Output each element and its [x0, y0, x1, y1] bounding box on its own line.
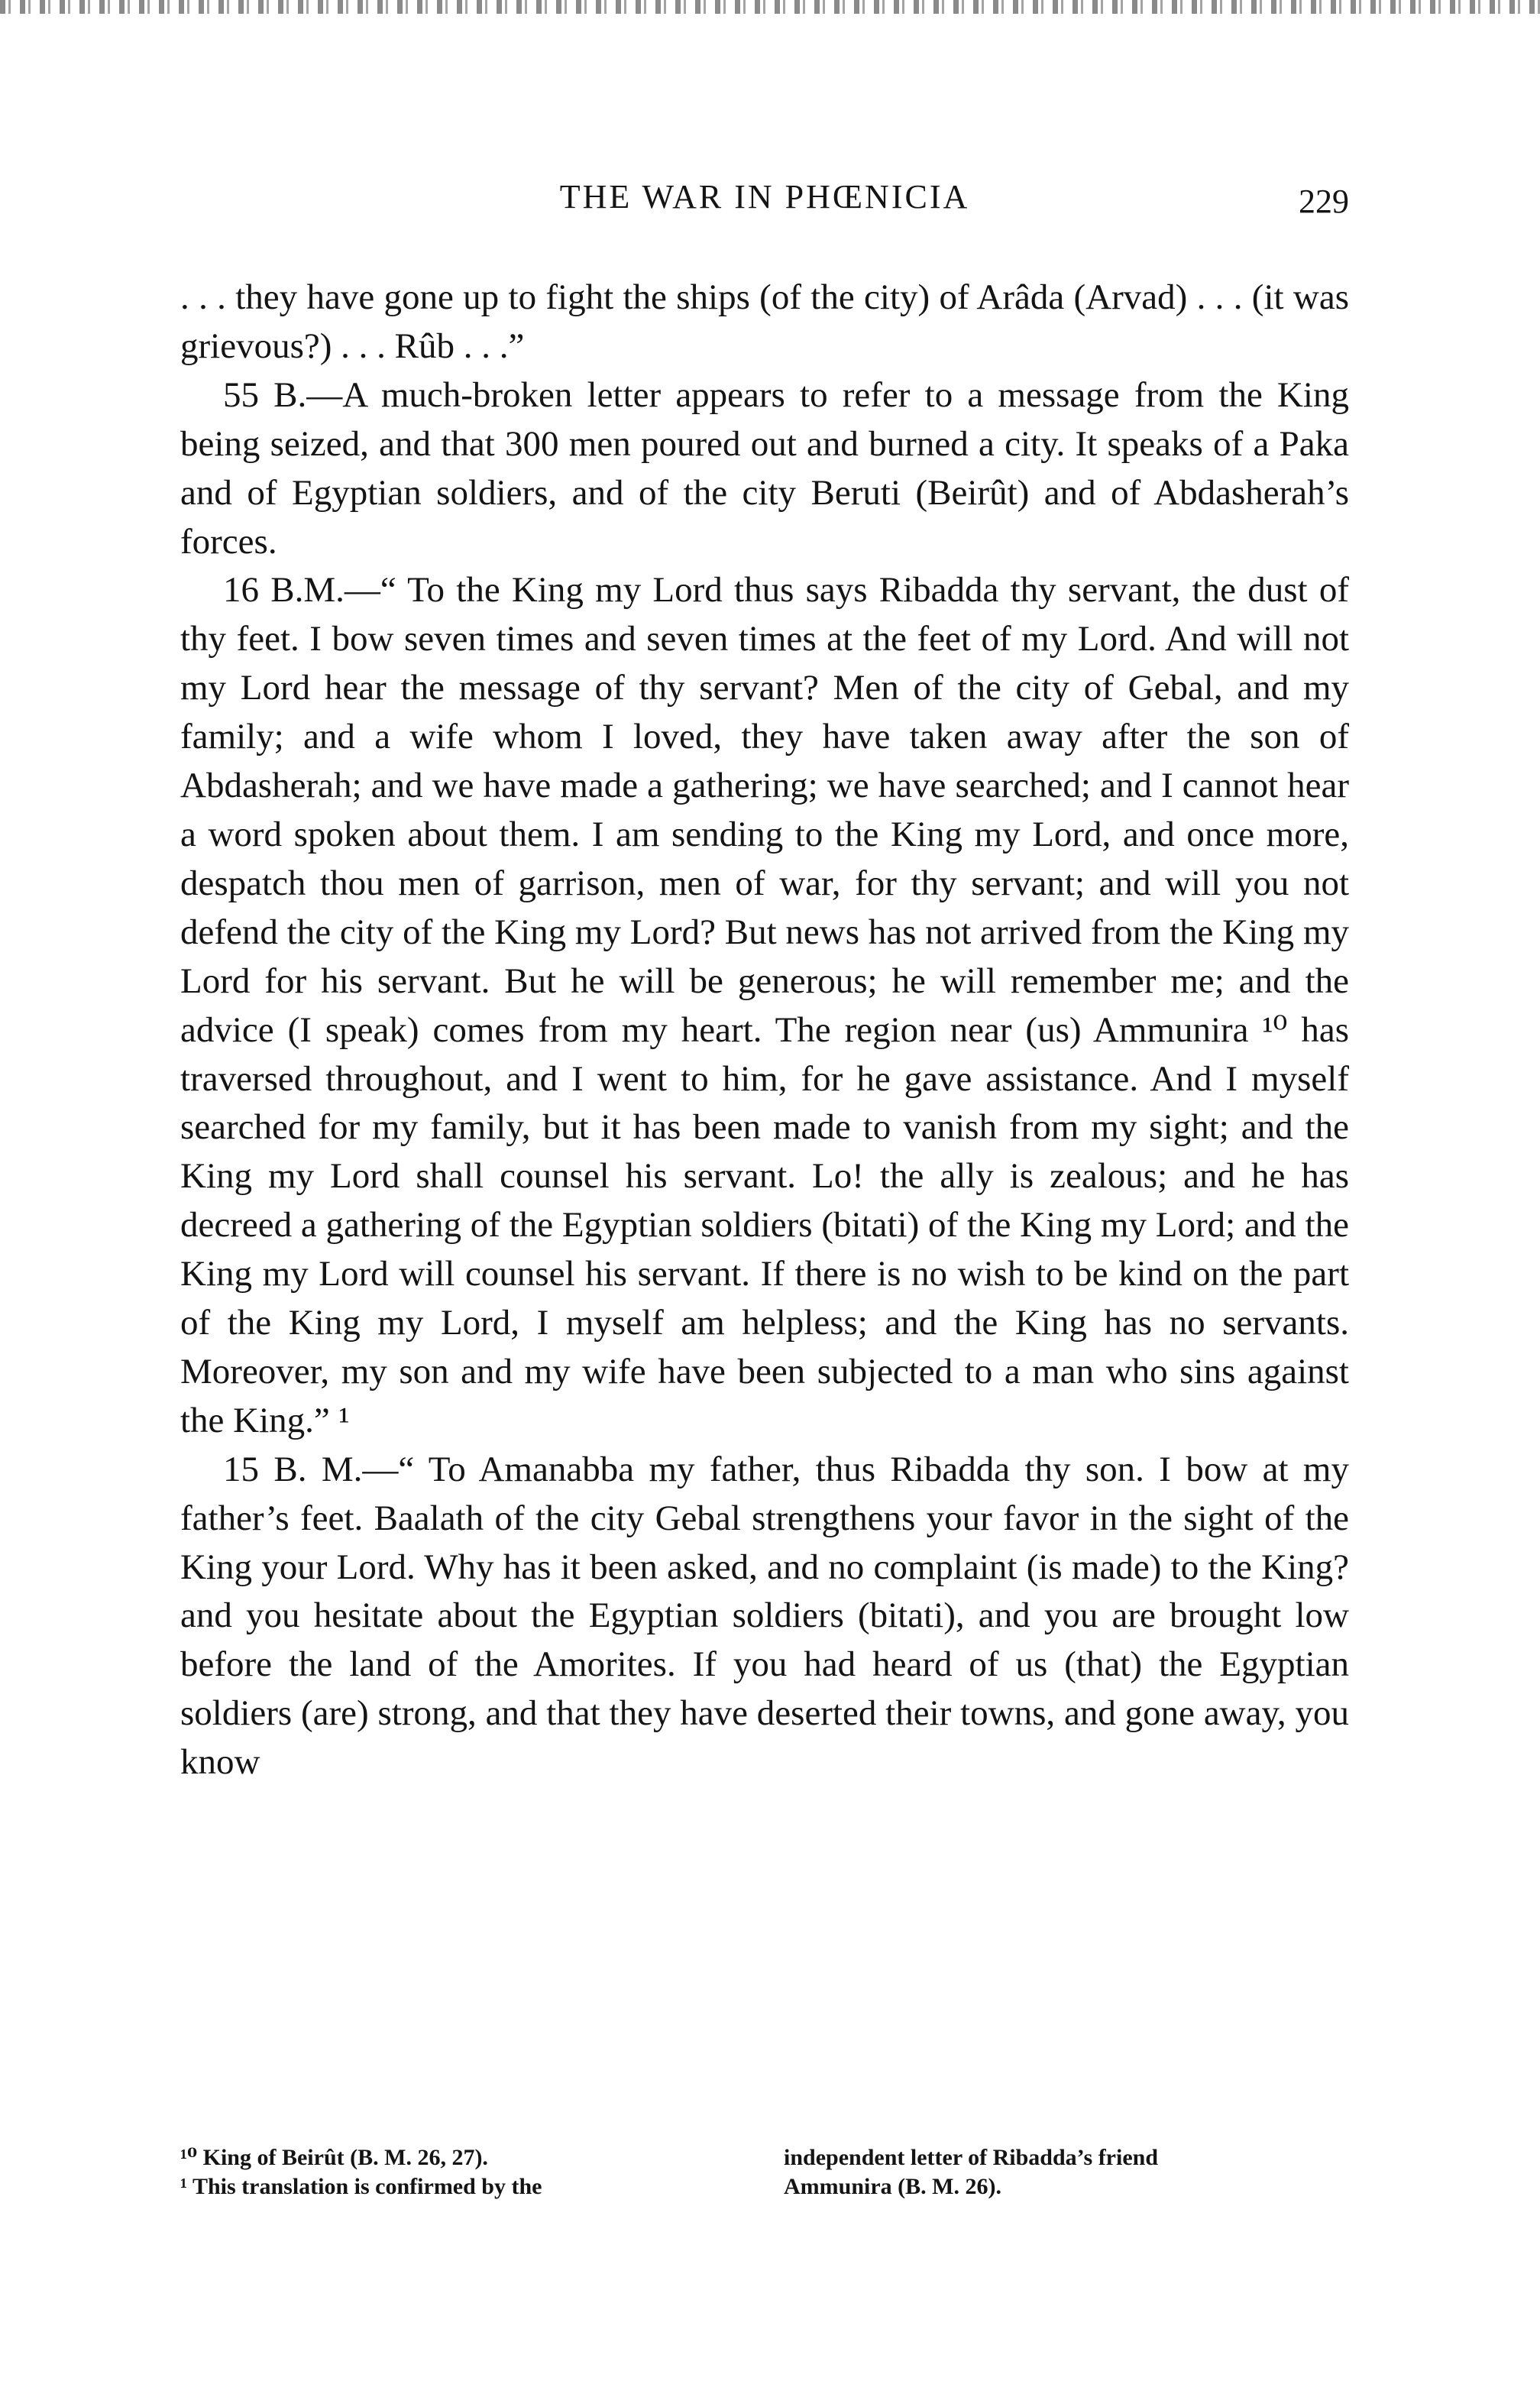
paragraph-16bm: 16 B.M.—“ To the King my Lord thus says Ribadda thy servant, the dust of thy feet. I bow seven times and seven times at the feet of my Lord. And will not my Lord hear the message of thy servant? Men of the city of Gebal, and my family; and a wife whom I loved, they have taken away after the son of Abdasherah; and we have made a gathering; we have searched; and I cannot hear a word spoken about them. I am sending to the King my Lord, and once more, despatch thou men of garrison, men of war, for thy servant; and will you not defend the city of the King my Lord? But news has not arrived from the King my Lord for his servant. But he will be generous; he will remember me; and the advice (I speak) comes from my heart. The region near (us) Ammunira ¹⁰ has traversed throughout, and I went to him, for he gave assistance. And I myself searched for my family, but it has been made to vanish from my sight; and the King my Lord shall counsel his servant. Lo! the ally is zealous; and he has decreed a gathering of the Egyptian soldiers (bitati) of the King my Lord; and the King my Lord will counsel his servant. If there is no wish to be kind on the part of the King my Lord, I myself am helpless; and the King has no servants. Moreover, my son and my wife have been subjected to a man who sins against the King.” ¹	[180, 570, 1349, 1440]
paragraph-continuation: . . . they have gone up to fight the ships (of the city) of Arâda (Arvad) . . . (it was grievous?) . . . Rûb . . .”	[180, 277, 1349, 366]
footnotes	[180, 2143, 1349, 2201]
running-title: THE WAR IN PHŒNICIA	[559, 178, 970, 215]
body-text	[180, 274, 1349, 1787]
footnote-1-start: ¹ This translation is confirmed by the	[180, 2174, 542, 2199]
footnotes-right-column	[784, 2143, 1349, 2201]
page-number: 229	[1299, 183, 1349, 220]
footnotes-left-column	[180, 2143, 730, 2201]
page-header	[180, 177, 1349, 231]
paragraph-55b: 55 B.—A much-broken letter appears to refer to a message from the King being seized, and that 300 men poured out and burned a city. It speaks of a Paka and of Egyptian soldiers, and of the city Beruti (Beirût) and of Abdasherah’s forces.	[180, 374, 1349, 562]
footnote-10: ¹⁰ King of Beirût (B. M. 26, 27).	[180, 2145, 488, 2170]
footnote-1-end: Ammunira (B. M. 26).	[784, 2174, 1001, 2199]
footnote-1-continued: independent letter of Ribadda’s friend	[784, 2145, 1159, 2170]
scan-top-edge	[0, 0, 1540, 14]
paragraph-15bm: 15 B. M.—“ To Amanabba my father, thus Ribadda thy son. I bow at my father’s feet. Baalath of the city Gebal strengthens your favor in the sight of the King your Lord. Why has it been asked, and no complaint (is made) to the King? and you hesitate about the Egyptian soldiers (bitati), and you are brought low before the land of the Amorites. If you had heard of us (that) the Egyptian soldiers (are) strong, and that they have deserted their towns, and gone away, you know	[180, 1449, 1349, 1783]
